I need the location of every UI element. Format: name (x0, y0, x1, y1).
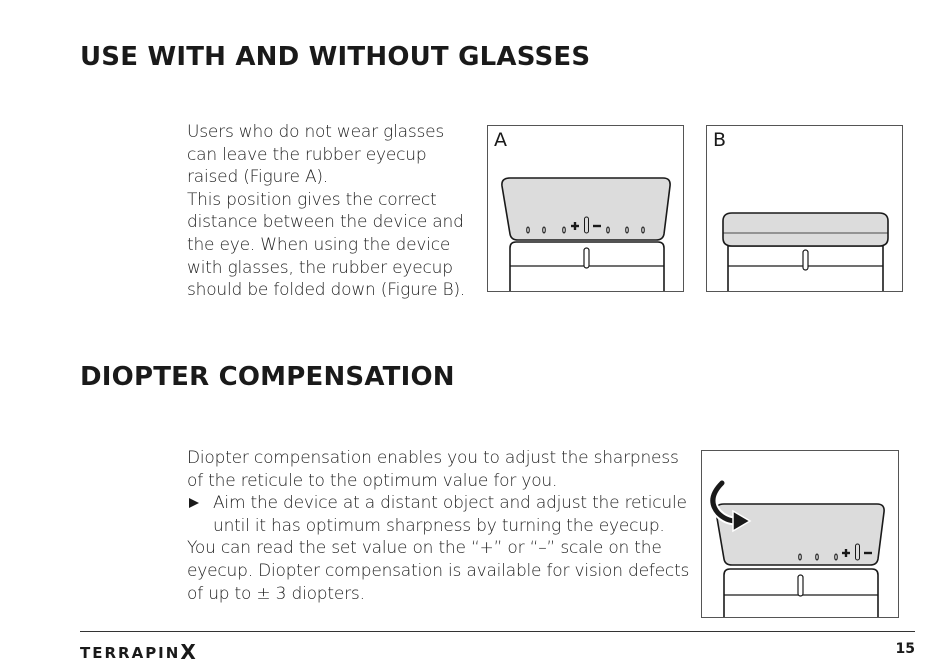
text-line: can leave the rubber eyecup (187, 144, 427, 165)
text-line: the eye. When using the device (187, 234, 451, 255)
text-line: Diopter compensation enables you to adjust the sharpness (187, 448, 679, 468)
eyecup-rotate-illustration (702, 451, 898, 617)
figure-b-eyecup-folded (706, 125, 903, 292)
diopter-paragraph (187, 447, 692, 605)
glasses-paragraph (187, 121, 477, 302)
instruction-bullet (187, 492, 692, 537)
text-line: should be folded down (Figure B). (187, 280, 466, 301)
text-line: You can read the set value on the “+” or “–” scale on the (187, 538, 662, 559)
figure-a-eyecup-raised (487, 125, 684, 292)
section-title-glasses: USE WITH AND WITHOUT GLASSES (80, 42, 591, 72)
text-line: Users who do not wear glasses (187, 122, 445, 142)
text-line: of the reticule to the optimum value for you. (187, 470, 558, 491)
figure-b-label: B (713, 129, 727, 151)
brand-name: TERRAPIN (80, 644, 181, 662)
brand-logo (80, 639, 196, 663)
text-line: This position gives the correct (187, 189, 437, 210)
page-number: 15 (895, 641, 915, 657)
text-line: with glasses, the rubber eyecup (187, 257, 453, 278)
eyecup-raised-illustration (488, 126, 683, 291)
figure-a-label: A (494, 129, 507, 151)
text-line: until it has optimum sharpness by turning the eyecup. (213, 515, 665, 536)
text-line: of up to ± 3 diopters. (187, 583, 365, 604)
eyecup-folded-illustration (707, 126, 902, 291)
text-line: eyecup. Diopter compensation is available for vision defects (187, 560, 690, 581)
text-line: raised (Figure A). (187, 167, 329, 188)
brand-mark: X (180, 640, 196, 664)
footer-divider (80, 631, 915, 632)
figure-diopter-adjustment (701, 450, 899, 618)
text-line: distance between the device and (187, 212, 464, 233)
text-line: Aim the device at a distant object and adjust the reticule (213, 493, 687, 514)
bullet-triangle-icon (189, 498, 199, 508)
section-title-diopter: DIOPTER COMPENSATION (80, 362, 455, 392)
